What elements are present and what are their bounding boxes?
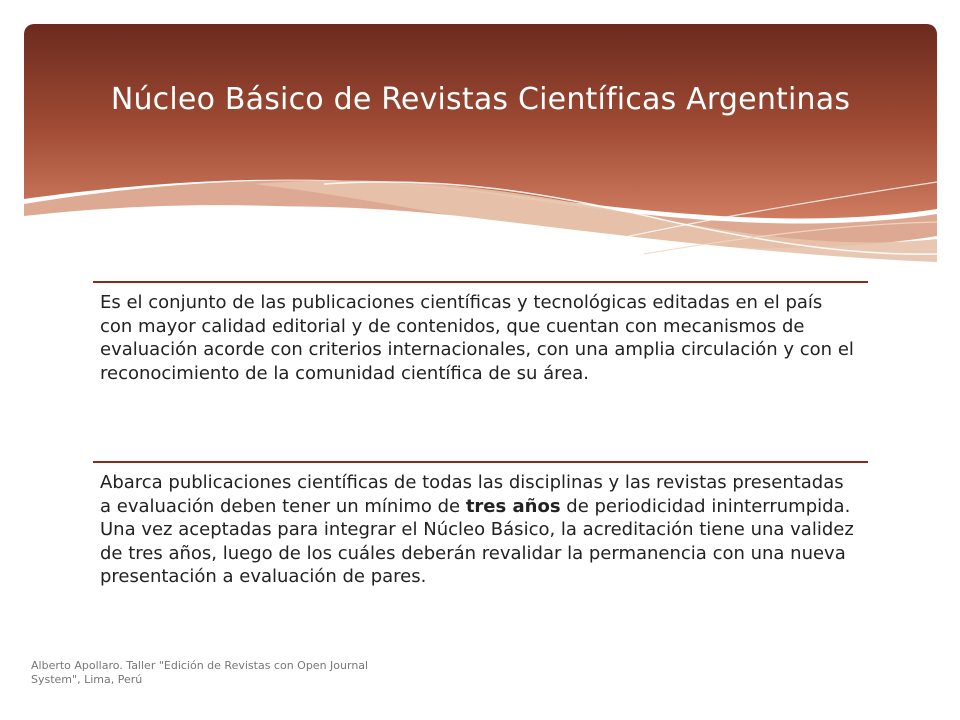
paragraph-definition: Es el conjunto de las publicaciones científicas y tecnológicas editadas en el país con mayor calidad editorial y de contenidos, que cuentan con mecanismos de evaluación acorde con criterios internacionales, con una amplia circulación y con el reconocimiento de la comunidad científica de su área. bbox=[100, 292, 854, 384]
content-block-definition bbox=[93, 281, 868, 385]
paragraph-scope-bold: tres años bbox=[465, 495, 561, 517]
header-band bbox=[24, 24, 937, 274]
paragraph-scope-before: Abarca publicaciones científicas de todas las disciplinas y las revistas presentadas a evaluación deben tener un mínimo de bbox=[100, 472, 844, 517]
content-block-scope bbox=[93, 461, 868, 589]
slide-footer: Alberto Apollaro. Taller "Edición de Revistas con Open Journal System", Lima, Perú bbox=[31, 659, 369, 686]
paragraph-scope-after: de periodicidad ininterrumpida. Una vez aceptadas para integrar el Núcleo Básico, la acreditación tiene una validez de tres años, luego de los cuáles deberán revalidar la permanencia con una nueva presentación a evaluación de pares. bbox=[100, 495, 854, 587]
header-wave-graphic bbox=[24, 24, 937, 274]
slide-title: Núcleo Básico de Revistas Científicas Argentinas bbox=[110, 82, 851, 117]
